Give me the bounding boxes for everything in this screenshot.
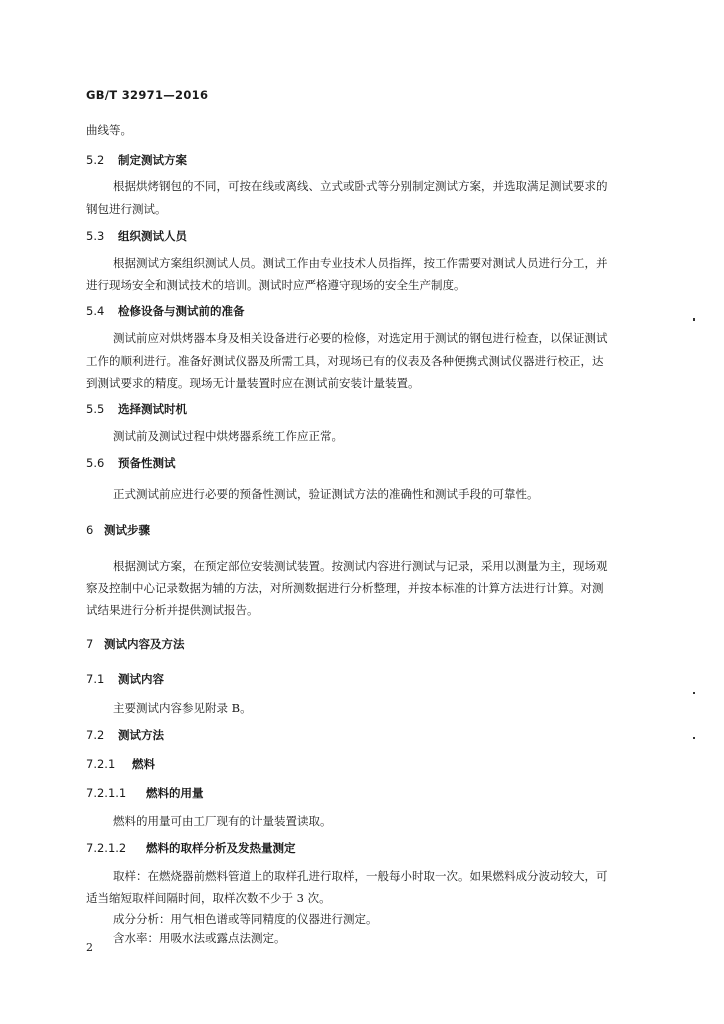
section-number: 5.5 — [86, 402, 105, 416]
paragraph-line: 含水率：用吸水法或露点法测定。 — [113, 931, 286, 945]
section-title: 测试内容 — [118, 672, 164, 686]
section-heading-7-2 — [86, 727, 164, 743]
section-heading-5-2 — [86, 152, 187, 168]
section-number: 5.2 — [86, 153, 105, 167]
section-heading-7-1 — [86, 671, 164, 687]
section-title: 预备性测试 — [118, 456, 176, 470]
section-heading-5-3 — [86, 228, 187, 244]
paragraph-line: 测试前及测试过程中烘烤器系统工作应正常。 — [113, 429, 343, 443]
section-heading-7-2-1-2 — [86, 840, 296, 856]
paragraph-line: 取样：在燃烧器前燃料管道上的取样孔进行取样，一般每小时取一次。如果燃料成分波动较大，可 — [113, 869, 608, 883]
scan-speck — [693, 737, 695, 739]
page-number: 2 — [86, 941, 93, 954]
paragraph-line: 测试前应对烘烤器本身及相关设备进行必要的检修，对选定用于测试的钢包进行检查，以保证测试 — [113, 331, 608, 345]
section-heading-5-6 — [86, 455, 176, 471]
section-title: 制定测试方案 — [118, 153, 187, 167]
section-title: 测试方法 — [118, 728, 164, 742]
section-title: 测试内容及方法 — [104, 637, 185, 651]
section-number: 5.4 — [86, 304, 105, 318]
section-title: 燃料 — [132, 757, 155, 771]
paragraph-line: 工作的顺利进行。准备好测试仪器及所需工具，对现场已有的仪表及各种便携式测试仪器进行校正，达 — [86, 354, 604, 368]
section-number: 7.2.1.1 — [86, 786, 127, 800]
section-heading-5-4 — [86, 303, 245, 319]
section-heading-7-2-1 — [86, 756, 155, 772]
section-heading-7-2-1-1 — [86, 785, 204, 801]
paragraph-line: 到测试要求的精度。现场无计量装置时应在测试前安装计量装置。 — [86, 376, 420, 390]
paragraph-line: 进行现场安全和测试技术的培训。测试时应严格遵守现场的安全生产制度。 — [86, 278, 466, 292]
section-number: 7.2.1.2 — [86, 841, 127, 855]
section-title: 燃料的用量 — [146, 786, 204, 800]
section-number: 7.2.1 — [86, 757, 116, 771]
paragraph-line: 根据测试方案，在预定部位安装测试装置。按测试内容进行测试与记录，采用以测量为主，现场观 — [113, 559, 608, 573]
paragraph-line: 适当缩短取样间隔时间，取样次数不少于 3 次。 — [86, 891, 331, 905]
standard-code: GB/T 32971—2016 — [86, 88, 209, 102]
paragraph-line: 正式测试前应进行必要的预备性测试，验证测试方法的准确性和测试手段的可靠性。 — [113, 487, 539, 501]
paragraph-line: 钢包进行测试。 — [86, 202, 167, 216]
scan-speck — [693, 318, 695, 321]
section-number: 7.2 — [86, 728, 105, 742]
paragraph-line: 主要测试内容参见附录 B。 — [113, 701, 252, 715]
section-title: 组织测试人员 — [118, 229, 187, 243]
section-title: 选择测试时机 — [118, 402, 187, 416]
section-number: 5.6 — [86, 456, 105, 470]
section-number: 7.1 — [86, 672, 105, 686]
paragraph-line: 试结果进行分析并提供测试报告。 — [86, 603, 259, 617]
section-title: 测试步骤 — [104, 523, 150, 537]
paragraph-line: 燃料的用量可由工厂现有的计量装置读取。 — [113, 814, 332, 828]
paragraph-line: 曲线等。 — [86, 123, 132, 137]
paragraph-line: 成分分析：用气相色谱或等同精度的仪器进行测定。 — [113, 912, 378, 926]
section-title: 燃料的取样分析及发热量测定 — [146, 841, 296, 855]
section-heading-7 — [86, 636, 185, 652]
paragraph-line: 察及控制中心记录数据为辅的方法，对所测数据进行分析整理，并按本标准的计算方法进行计算。对测 — [86, 581, 604, 595]
section-number: 7 — [86, 637, 94, 651]
section-title: 检修设备与测试前的准备 — [118, 304, 245, 318]
section-number: 5.3 — [86, 229, 105, 243]
section-heading-5-5 — [86, 401, 187, 417]
paragraph-line: 根据测试方案组织测试人员。测试工作由专业技术人员指挥，按工作需要对测试人员进行分工，并 — [113, 256, 608, 270]
section-heading-6 — [86, 522, 150, 538]
section-number: 6 — [86, 523, 94, 537]
paragraph-line: 根据烘烤钢包的不同，可按在线或离线、立式或卧式等分别制定测试方案，并选取满足测试要求的 — [113, 179, 608, 193]
scan-speck — [693, 692, 695, 694]
